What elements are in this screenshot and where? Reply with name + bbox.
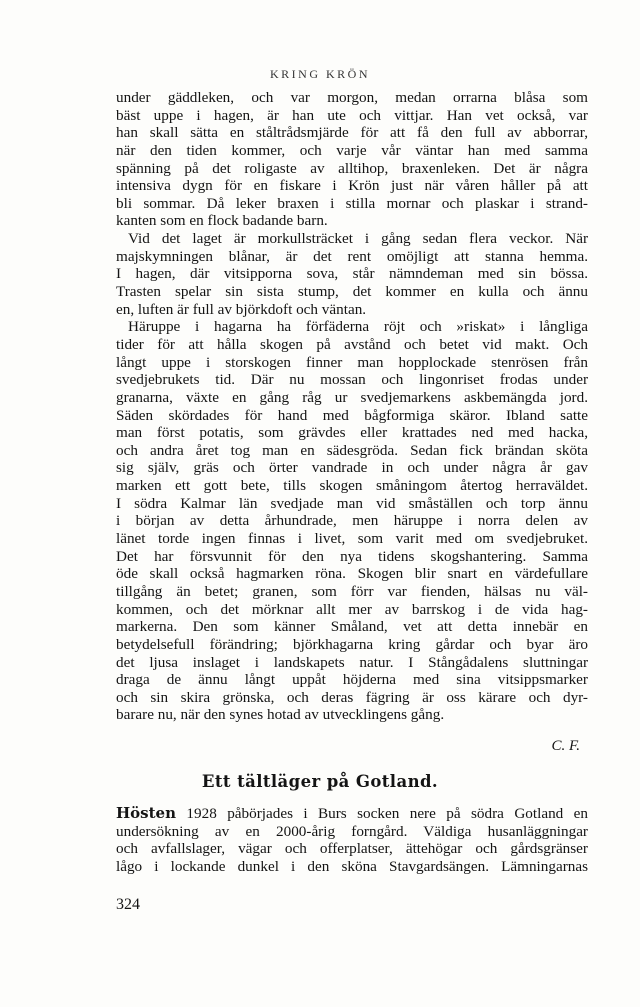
text-line: tillgång än betet; granen, som förr var fienden, hälsas nu väl- <box>116 582 588 600</box>
opening-word: Hösten <box>116 804 176 822</box>
text-line: man först potatis, som grävdes eller krattades ned med hacka, <box>116 424 588 442</box>
text-line: granarna, växte en gång råg ur svedjemarkens askbemängda jord. <box>116 388 588 406</box>
article-body-gotland <box>116 805 588 876</box>
text-line-opening <box>116 805 588 823</box>
text-line: Det har försvunnit för den nya tidens skogshantering. Samma <box>116 547 588 565</box>
text-line-rest: 1928 påbörjades i Burs socken nere på södra Gotland en <box>176 805 588 822</box>
text-line: spänning på det roligaste av alltihop, braxenleken. Det är några <box>116 159 588 177</box>
section-title: Ett tältläger på Gotland. <box>201 772 439 791</box>
text-line: Trasten spelar sin sista stump, det kommer en kulla och ännu <box>116 283 588 301</box>
text-line: och sin skira grönska, och deras fägring är oss kärare och dyr- <box>116 688 588 706</box>
text-line: bli sommar. Då leker braxen i stilla mornar och plaskar i strand- <box>116 194 588 212</box>
text-line: tider för att hålla skogen på avstånd och betet vid makt. Och <box>116 335 588 353</box>
text-line: marken ett gott bete, tills skogen småningom återtog herraväldet. <box>116 477 588 495</box>
text-line: länet torde ingen finnas i livet, som varit med om svedjebruket. <box>116 530 588 548</box>
text-line: under gäddleken, och var morgon, medan orrarna blåsa som <box>116 89 588 106</box>
text-line: och avfallslager, vägar och offerplatser, ättehögar och gårdsgränser <box>116 840 588 858</box>
text-line: öde skall också hagmarken röna. Skogen blir snart en värdefullare <box>116 565 588 583</box>
text-line: och andra året tog man en sädesgröda. Sedan fick brändan sköta <box>116 441 588 459</box>
text-line: sig själv, gräs och örter vandrade in och under några år gav <box>116 459 588 477</box>
text-line: i början av detta århundrade, men häruppe i norra delen av <box>116 512 588 530</box>
text-line: undersökning av en 2000-årig forngård. Väldiga husanläggningar <box>116 822 588 840</box>
text-line: draga de ännu långt uppåt höjderna med sina vitsippsmarker <box>116 671 588 689</box>
text-line: kommen, och det mörknar allt mer av barrskog i de vida hag- <box>116 600 588 618</box>
text-line: bäst uppe i hagen, är han ute och vittjar. Han vet också, var <box>116 106 588 124</box>
text-line: långt uppe i storskogen finner man hopplockade stenrösen från <box>116 353 588 371</box>
running-head: KRING KRÖN <box>270 67 370 81</box>
text-line: Häruppe i hagarna ha förfäderna röjt och »riskat» i långliga <box>128 318 588 336</box>
text-line: när den tiden kommer, och varje vår väntar han med samma <box>116 141 588 159</box>
text-line: han skall sätta en ståltrådsmjärde för att få den full av abborrar, <box>116 124 588 142</box>
text-line: Säden skördades för hand med bågformiga skäror. Ibland satte <box>116 406 588 424</box>
text-line: svedjebrukets tid. Där nu mossan och lingonriset frodas under <box>116 371 588 389</box>
text-line: betydelsefull förändring; björkhagarna kring gårdar och byar äro <box>116 635 588 653</box>
text-line: intensiva dygn för en fiskare i Krön just när våren håller på att <box>116 177 588 195</box>
page-number: 324 <box>116 896 140 913</box>
text-line: det ljusa inslaget i landskapets natur. I Stångådalens sluttningar <box>116 653 588 671</box>
text-line: markerna. Den som känner Småland, vet att detta innebär en <box>116 618 588 636</box>
text-line: kanten som en flock badande barn. <box>116 212 328 230</box>
article-body-kring-kron <box>116 89 588 724</box>
text-line: lågo i lockande dunkel i den sköna Stavgardsängen. Lämningarnas <box>116 857 588 875</box>
text-line: majskymningen blånar, är det rent omöjligt att stanna hemma. <box>116 247 588 265</box>
text-line: I södra Kalmar län svedjade man vid småställen och torp ännu <box>116 494 588 512</box>
author-signature: C. F. <box>551 738 580 754</box>
text-line: Vid det laget är morkullsträcket i gång sedan flera veckor. När <box>128 230 588 248</box>
text-line: en, luften är full av björkdoft och väntan. <box>116 300 367 318</box>
text-line: barare nu, när den synes hotad av utvecklingens gång. <box>116 706 445 724</box>
text-line: I hagen, där vitsipporna sova, står nämndeman med sin bössa. <box>116 265 588 283</box>
